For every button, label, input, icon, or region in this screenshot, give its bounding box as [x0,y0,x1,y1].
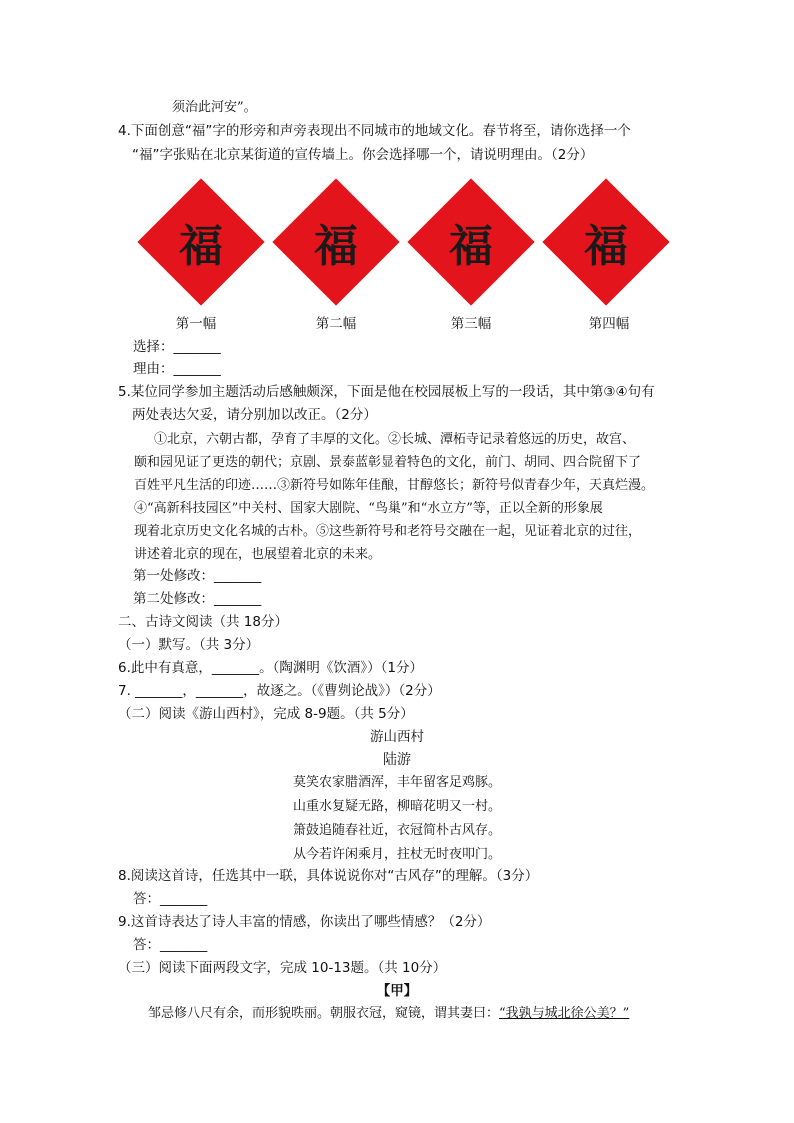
q4-reason: 理由：_______ [133,361,221,377]
q5-passage-3: 百姓平凡生活的印迹……③新符号如陈年佳酿，甘醇悠长；新符号似青春少年，天真烂漫。 [134,478,655,493]
fu-char-1: 福 [179,221,223,272]
jia-heading: 【甲】 [376,983,418,999]
top-quote: 须治此河安”。 [172,100,257,115]
jia-text-main: 邹忌修八尺有余，而形貌昳丽。朝服衣冠，窥镜，谓其妻曰： [148,1006,500,1021]
section2-title: 二、古诗文阅读（共 18分） [118,614,288,630]
q6: 6.此中有真意，_______。（陶渊明《饮酒》）（1分） [118,660,423,676]
caption-2: 第二幅 [315,316,357,332]
jia-text [148,1004,629,1024]
fu-char-3: 福 [449,221,493,272]
caption-3: 第三幅 [450,316,492,332]
part3-title: （三）阅读下面两段文字，完成 10-13题。（共 10分） [118,960,447,976]
q9: 9.这首诗表达了诗人丰富的情感，你读出了哪些情感？（2分） [118,914,491,930]
q5-passage-1: ①北京，六朝古都，孕育了丰厚的文化。②长城、潭柘寺记录着悠远的历史，故宫、 [154,432,636,447]
fu-image-2 [274,180,398,304]
q5-passage-4: ④“高新科技园区”中关村、国家大剧院、“鸟巢”和“水立方”等，正以全新的形象展 [134,501,603,516]
fu-image-4 [544,180,668,304]
fu-char-4: 福 [584,221,628,272]
q8: 8.阅读这首诗，任选其中一联，具体说说你对“古风存”的理解。（3分） [118,868,539,884]
fu-image-3 [409,180,533,304]
poem-title: 游山西村 [370,729,424,745]
q4-line2: “福”字张贴在北京某街道的宣传墙上。你会选择哪一个，请说明理由。（2分） [132,147,594,163]
fu-char-2: 福 [314,221,358,272]
caption-4: 第四幅 [588,316,630,332]
q8-answer: 答：_______ [133,891,208,907]
poem-line-2: 山重水复疑无路，柳暗花明又一村。 [292,799,501,814]
fu-image-1 [139,180,263,304]
poem-line-3: 箫鼓追随春社近，衣冠简朴古风存。 [292,823,501,838]
q5-line2: 两处表达欠妥，请分别加以改正。（2分） [132,407,377,423]
q5-fix2: 第二处修改：_______ [133,591,262,607]
jia-quote: “我孰与城北徐公美？” [499,1006,630,1021]
caption-1: 第一幅 [175,316,217,332]
poem-author: 陆游 [383,752,411,768]
poem-line-4: 从今若许闲乘月，拄杖无时夜叩门。 [292,847,501,862]
q5-line1: 5.某位同学参加主题活动后感触颇深，下面是他在校园展板上写的一段话，其中第③④句有 [118,384,655,400]
poem-line-1: 莫笑农家腊酒浑，丰年留客足鸡豚。 [292,775,501,790]
q5-passage-2: 颐和园见证了更迭的朝代；京剧、景泰蓝彰显着特色的文化，前门、胡同、四合院留下了 [134,455,642,470]
q7: 7. _______，_______，故逐之。（《曹刿论战》）（2分） [118,683,441,699]
q5-fix1: 第一处修改：_______ [133,568,262,584]
part2-title: （二）阅读《游山西村》，完成 8-9题。（共 5分） [118,706,414,722]
q5-passage-5: 现着北京历史文化名城的古朴。⑤这些新符号和老符号交融在一起，见证着北京的过往， [134,524,642,539]
q4-choice: 选择：_______ [133,339,221,355]
q5-passage-6: 讲述着北京的现在，也展望着北京的未来。 [134,547,382,562]
part1-title: （一）默写。（共 3分） [118,637,260,653]
q4-line1: 4.下面创意“福”字的形旁和声旁表现出不同城市的地域文化。春节将至，请你选择一个 [118,123,631,139]
q9-answer: 答：_______ [133,937,208,953]
